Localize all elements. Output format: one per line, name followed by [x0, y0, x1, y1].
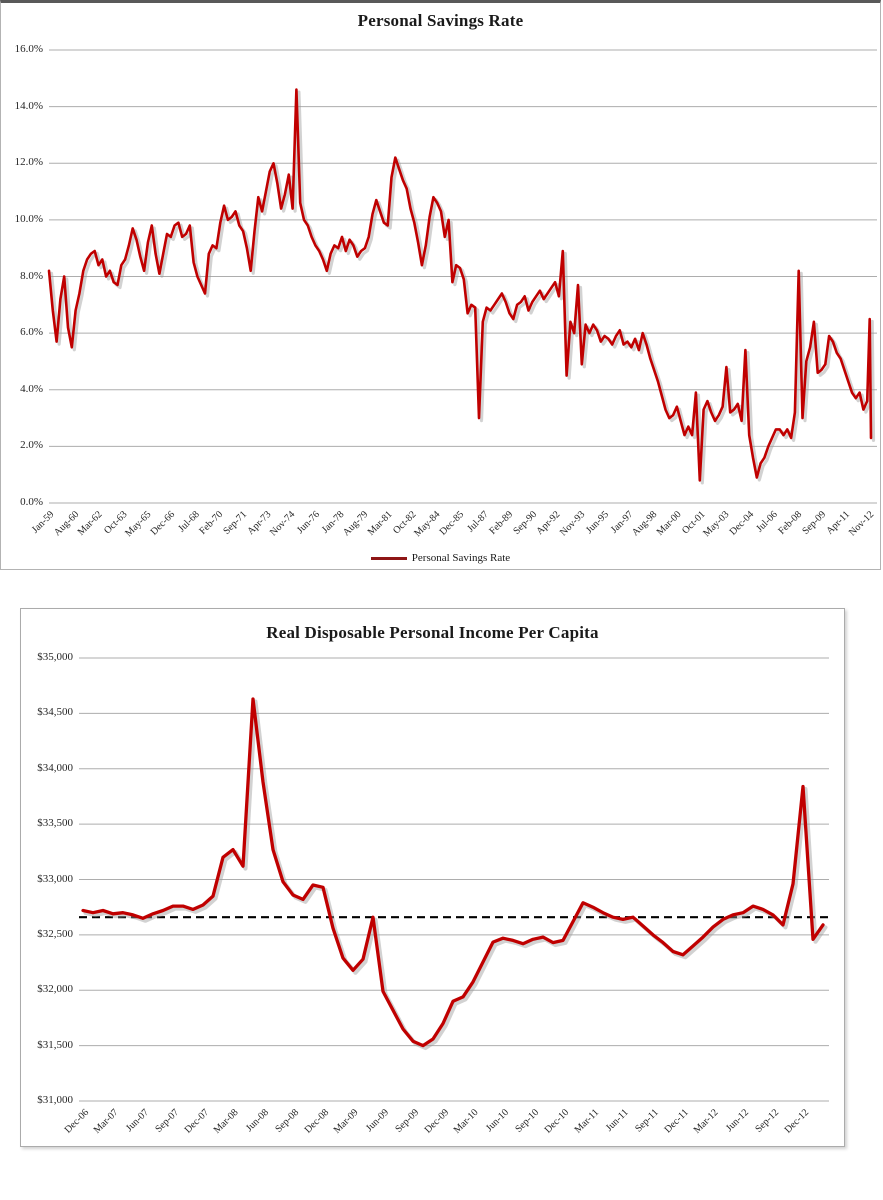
- y-tick-label: 10.0%: [14, 212, 43, 225]
- x-tick-label-text: Mar-08: [211, 1107, 241, 1136]
- y-tick-label: $31,500: [37, 1038, 73, 1051]
- x-tick-label-text: Dec-06: [62, 1107, 91, 1136]
- x-tick-label-text: Jul-87: [465, 509, 491, 535]
- x-tick-label-text: Dec-04: [727, 509, 756, 538]
- income-plot-area: [21, 609, 844, 1146]
- legend-line-swatch: [371, 557, 407, 560]
- x-tick-label-text: Sep-09: [800, 509, 829, 537]
- x-tick-label-text: Oct-01: [680, 509, 708, 537]
- x-tick-label-text: Apr-11: [824, 509, 853, 537]
- x-tick-label-text: Jun-07: [123, 1107, 151, 1135]
- x-tick-label-text: Nov-12: [846, 509, 877, 539]
- x-tick-label-text: Sep-71: [221, 509, 250, 537]
- x-tick-label-text: May-65: [122, 509, 154, 540]
- x-tick-label-text: Mar-81: [365, 509, 395, 538]
- x-tick-label-text: Apr-92: [534, 509, 563, 538]
- y-tick-label: 4.0%: [20, 382, 43, 395]
- y-tick-label: 2.0%: [20, 439, 43, 452]
- chart-legend: [1, 552, 880, 564]
- y-tick-label: 14.0%: [14, 99, 43, 112]
- x-tick-label-text: Sep-08: [272, 1107, 301, 1135]
- x-tick-label-text: Mar-11: [572, 1107, 601, 1136]
- x-tick-label-text: Jun-10: [483, 1107, 511, 1135]
- x-tick-label-text: Oct-82: [390, 509, 419, 537]
- y-tick-label: 0.0%: [20, 496, 43, 508]
- x-tick-label-text: Feb-89: [486, 509, 515, 537]
- x-tick-label-text: Mar-12: [691, 1107, 721, 1136]
- x-tick-label-text: Dec-10: [542, 1107, 571, 1136]
- x-tick-label-text: Dec-85: [437, 509, 467, 538]
- x-tick-label-text: Oct-63: [101, 509, 130, 537]
- x-tick-label-text: May-84: [412, 509, 443, 540]
- x-tick-label-text: Jun-76: [294, 509, 322, 537]
- x-tick-label-text: Mar-07: [91, 1107, 121, 1136]
- x-tick-label-text: Dec-12: [782, 1107, 811, 1136]
- x-tick-label-text: Jun-95: [584, 509, 612, 537]
- income-line-shadow: [86, 702, 826, 1049]
- x-tick-label-text: Jan-59: [30, 509, 57, 536]
- personal-savings-rate-chart: [0, 0, 881, 570]
- savings-rate-plot-area: [1, 3, 880, 569]
- x-tick-label-text: Feb-70: [197, 509, 226, 537]
- x-tick-label-text: Jun-11: [604, 1107, 631, 1134]
- y-tick-label: 6.0%: [20, 326, 43, 339]
- x-tick-label-text: Dec-66: [148, 509, 178, 538]
- x-tick-label-text: Sep-10: [512, 1107, 541, 1135]
- x-tick-label-text: May-03: [701, 509, 732, 540]
- x-tick-label-text: Jan-97: [608, 509, 636, 536]
- y-tick-label: $34,000: [37, 761, 73, 774]
- x-tick-label-text: Dec-11: [662, 1107, 691, 1136]
- chart-title: Personal Savings Rate: [357, 11, 524, 30]
- x-tick-label-text: Jul-06: [754, 509, 780, 535]
- x-tick-label-text: Jun-09: [363, 1107, 391, 1135]
- savings-rate-line: [49, 90, 871, 481]
- legend-label: Personal Savings Rate: [411, 552, 511, 564]
- x-tick-label-text: Dec-09: [422, 1107, 451, 1136]
- y-tick-label: 16.0%: [14, 43, 43, 55]
- y-tick-label: $31,000: [37, 1094, 73, 1106]
- y-tick-label: $33,000: [37, 872, 73, 885]
- y-tick-label: $34,500: [37, 706, 73, 719]
- x-tick-label-text: Sep-09: [392, 1107, 421, 1135]
- x-tick-label-text: Feb-08: [776, 509, 804, 537]
- x-tick-label-text: Mar-62: [76, 509, 105, 538]
- x-tick-label-text: Mar-10: [451, 1107, 481, 1136]
- x-tick-label-text: Sep-12: [752, 1107, 781, 1135]
- x-tick-label-text: Sep-90: [510, 509, 539, 537]
- x-tick-label-text: Jul-68: [175, 509, 202, 535]
- y-tick-label: 12.0%: [14, 156, 43, 169]
- x-tick-label-text: Mar-00: [654, 509, 684, 538]
- x-tick-label-text: Aug-79: [340, 509, 371, 539]
- x-tick-label-text: Nov-74: [268, 509, 298, 539]
- x-tick-label-text: Aug-60: [51, 509, 81, 539]
- x-tick-label-text: Dec-08: [302, 1107, 331, 1136]
- x-tick-label-text: Jun-12: [723, 1107, 751, 1135]
- x-tick-label-text: Sep-11: [633, 1107, 661, 1135]
- x-tick-label-text: Dec-07: [182, 1107, 211, 1136]
- y-tick-label: $35,000: [37, 651, 73, 663]
- savings-rate-line-shadow: [52, 92, 874, 483]
- real-disposable-income-chart: [20, 608, 845, 1147]
- y-tick-label: $32,500: [37, 927, 73, 940]
- x-tick-label-text: Sep-07: [152, 1107, 181, 1135]
- x-tick-label-text: Nov-93: [557, 509, 587, 539]
- x-tick-label-text: Aug-98: [629, 509, 660, 539]
- income-line: [83, 699, 823, 1046]
- x-tick-label-text: Mar-09: [331, 1107, 361, 1136]
- x-tick-label-text: Jan-78: [319, 509, 346, 536]
- y-tick-label: $33,500: [37, 817, 73, 830]
- chart-title: Real Disposable Personal Income Per Capita: [266, 623, 599, 642]
- y-tick-label: 8.0%: [20, 269, 43, 282]
- x-tick-label-text: Apr-73: [245, 509, 274, 538]
- x-tick-label-text: Jun-08: [243, 1107, 271, 1135]
- y-tick-label: $32,000: [37, 983, 73, 996]
